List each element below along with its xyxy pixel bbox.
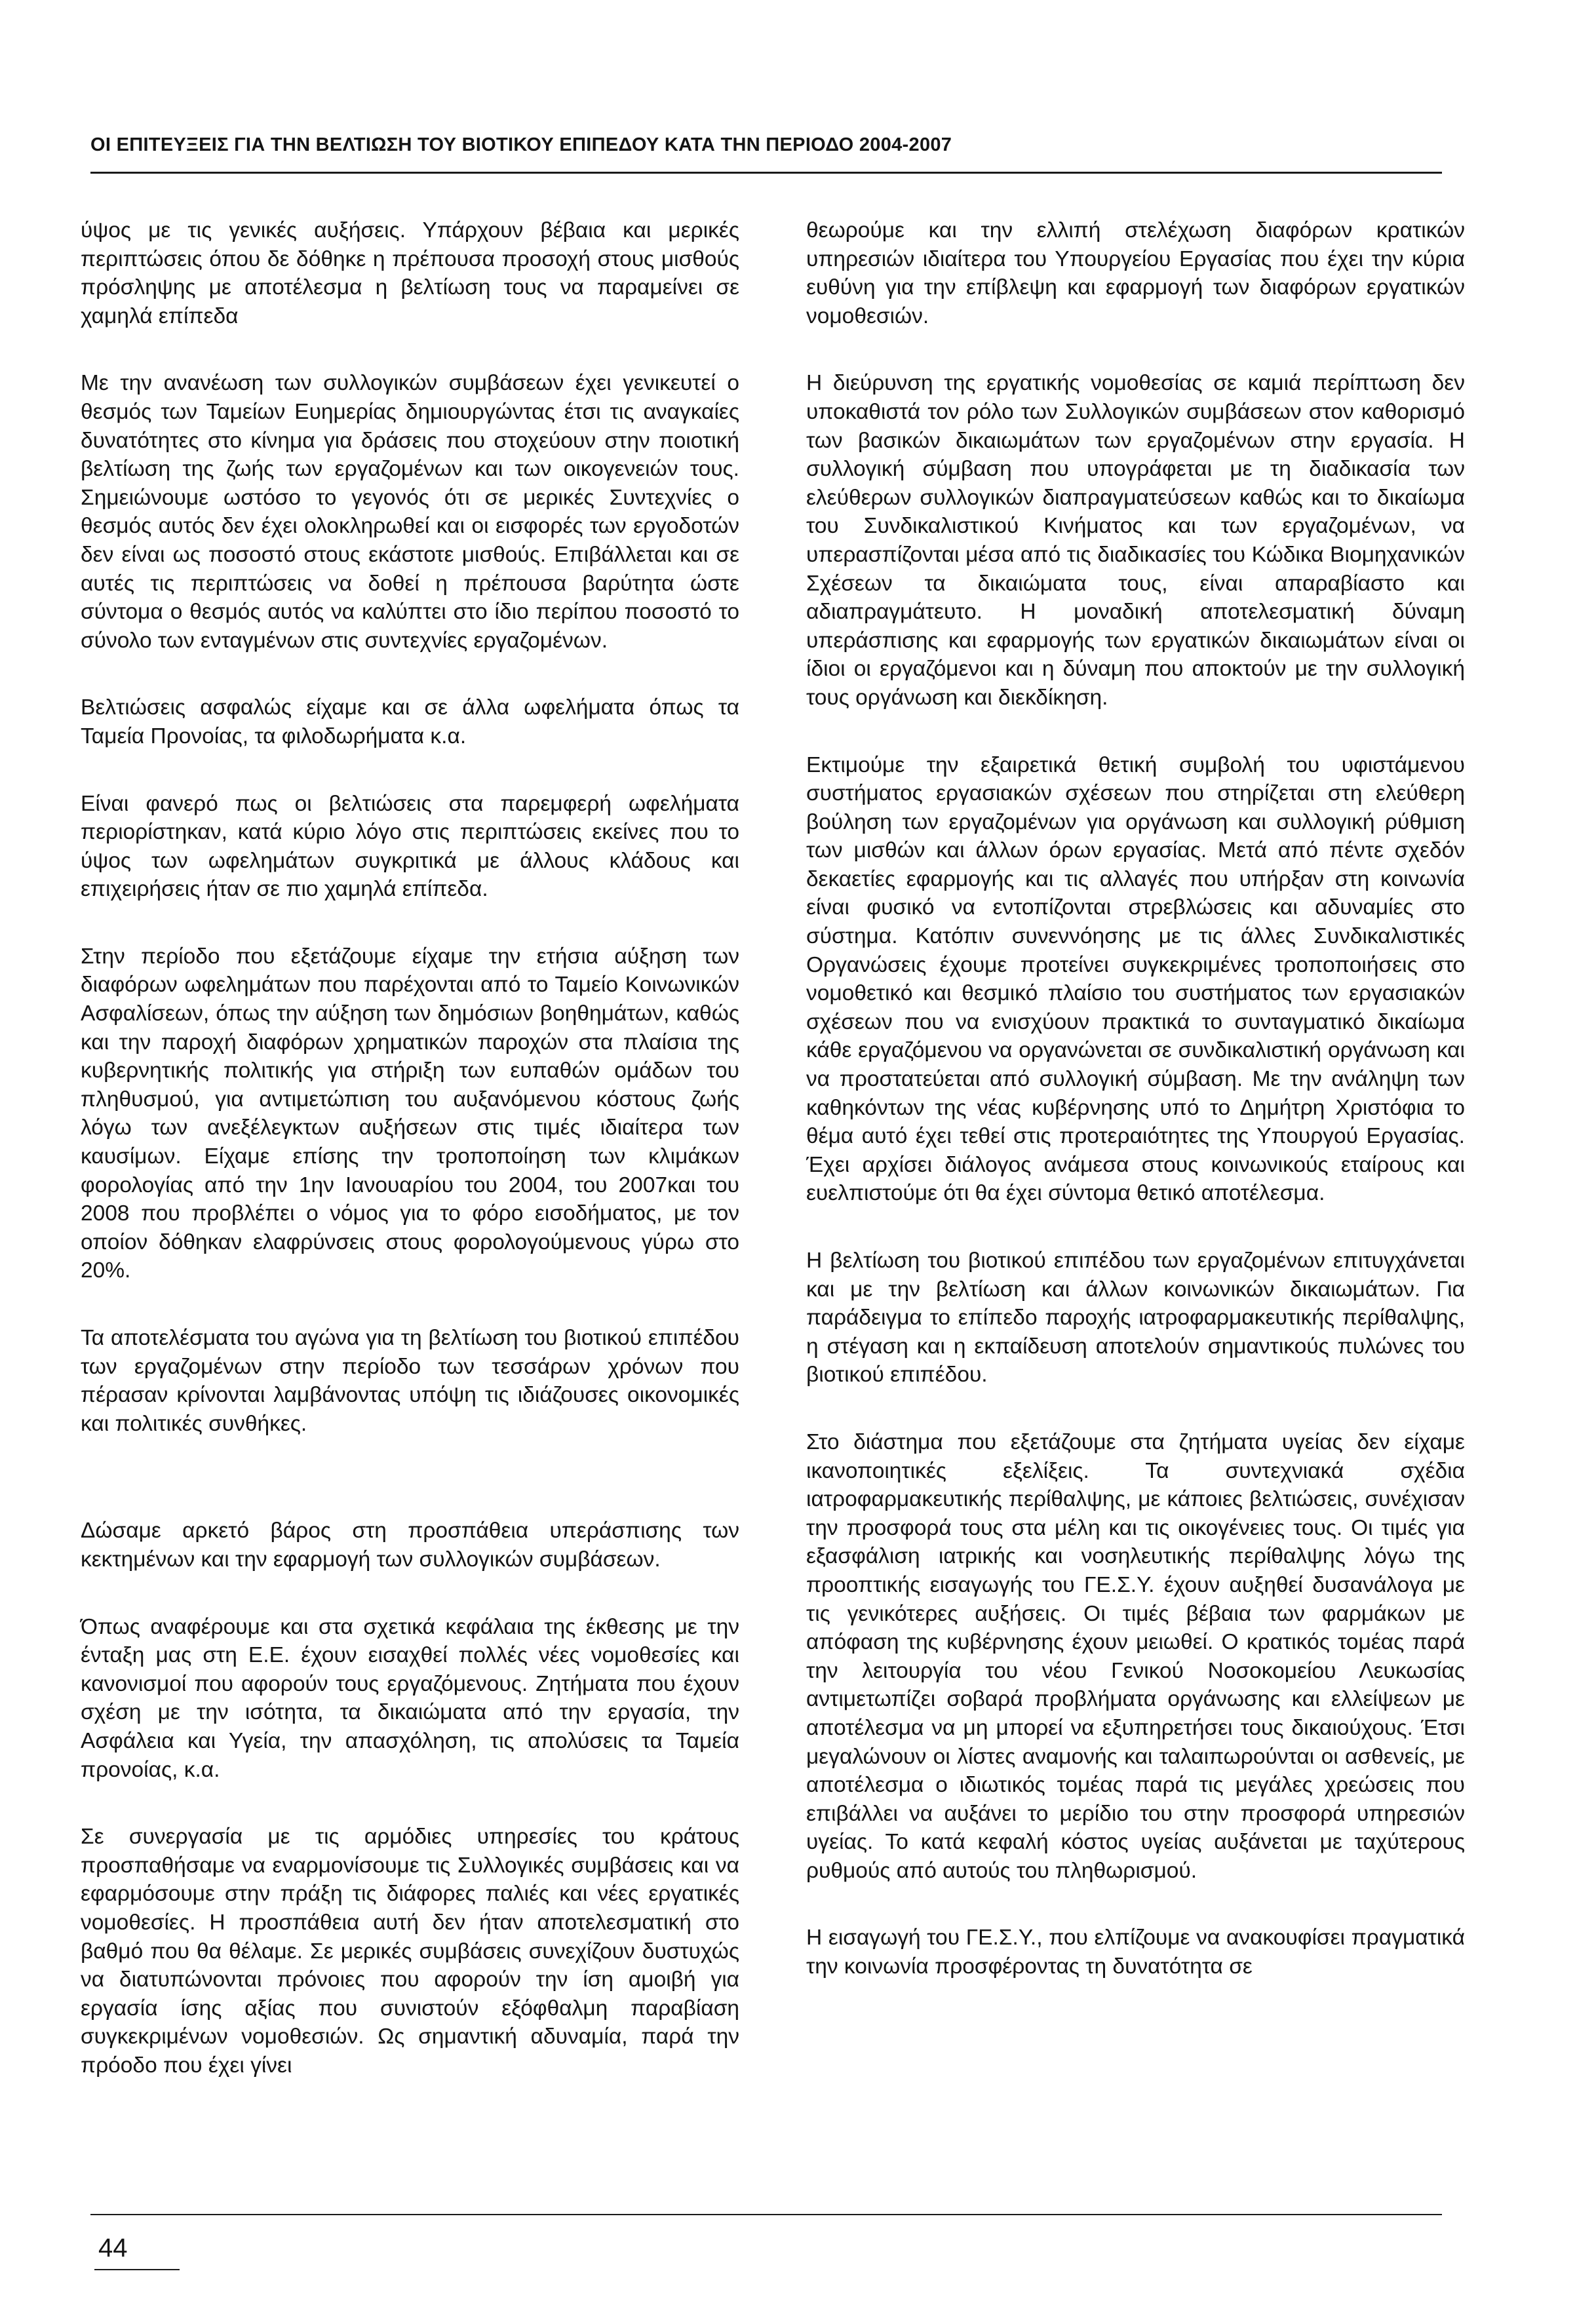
paragraph: ύψος με τις γενικές αυξήσεις. Υπάρχουν βέβαια και μερικές περιπτώσεις όπου δε δόθηκε η πρέπουσα προσοχή στους μισθούς πρόσληψης με αποτέλεσμα η βελτίωση τους να παραμείνει σε χαμηλά επίπεδα — [81, 218, 739, 328]
left-column — [81, 216, 739, 2118]
paragraph: Δώσαμε αρκετό βάρος στη προσπάθεια υπεράσπισης των κεκτημένων και την εφαρμογή των συλλογικών συμβάσεων. — [81, 1519, 739, 1572]
page-number-underline — [94, 2269, 180, 2270]
paragraph: Η διεύρυνση της εργατικής νομοθεσίας σε καμιά περίπτωση δεν υποκαθιστά τον ρόλο των Συλλογικών συμβάσεων στον καθορισμό των βασικών δικαιωμάτων των εργαζομένων στην εργασία. Η συλλογική σύμβαση που υπογράφεται με τη διαδικασία των ελεύθερων συλλογικών διαπραγματεύσεων καθώς και το δικαίωμα του Συνδικαλιστικού Κινήματος και των εργαζομένων, να υπερασπίζονται μέσα από τις διαδικασίες του Κώδικα Βιομηχανικών Σχέσεων τα δικαιώματα τους, είναι απαραβίαστο και αδιαπραγμάτευτο. Η μοναδική αποτελεσματική δύναμη υπεράσπισης και εφαρμογής των εργατικών δικαιωμάτων είναι οι ίδιοι οι εργαζόμενοι και η δύναμη που αποκτούν με την συλλογική τους οργάνωση και διεκδίκηση. — [806, 371, 1465, 710]
header-divider — [90, 172, 1442, 174]
paragraph: θεωρούμε και την ελλιπή στελέχωση διαφόρων κρατικών υπηρεσιών ιδιαίτερα του Υπουργείου Εργασίας που έχει την κύρια ευθύνη για την επίβλεψη και εφαρμογή των διαφόρων εργατικών νομοθεσιών. — [806, 218, 1465, 328]
paragraph: Όπως αναφέρουμε και στα σχετικά κεφάλαια της έκθεσης με την ένταξη μας στη Ε.Ε. έχουν εισαχθεί πολλές νέες νομοθεσίες και κανονισμοί που αφορούν τους εργαζόμενους. Ζητήματα που έχουν σχέση με την ισότητα, τα δικαιώματα από την εργασία, την Ασφάλεια και Υγεία, την απασχόληση, τις απολύσεις τα Ταμεία προνοίας, κ.α. — [81, 1614, 739, 1782]
paragraph: Με την ανανέωση των συλλογικών συμβάσεων έχει γενικευτεί ο θεσμός των Ταμείων Ευημερίας δημιουργώντας έτσι τις αναγκαίες δυνατότητες στο κίνημα για δράσεις που στοχεύουν στην ποιοτική βελτίωση της ζωής των εργαζομένων και των οικογενειών τους. Σημειώνουμε ωστόσο το γεγονός ότι σε μερικές Συντεχνίες ο θεσμός αυτός δεν έχει ολοκληρωθεί και οι εισφορές των εργοδοτών δεν είναι ως ποσοστό στους εκάστοτε μισθούς. Επιβάλλεται και σε αυτές τις περιπτώσεις να δοθεί η πρέπουσα βαρύτητα ώστε σύντομα ο θεσμός αυτός να καλύπτει στο ίδιο περίπου ποσοστό το σύνολο των ενταγμένων στις συντεχνίες εργαζομένων. — [81, 371, 739, 653]
paragraph: Η βελτίωση του βιοτικού επιπέδου των εργαζομένων επιτυγχάνεται και με την βελτίωση και άλλων κοινωνικών δικαιωμάτων. Για παράδειγμα το επίπεδο παροχής ιατροφαρμακευτικής περίθαλψης, η στέγαση και η εκπαίδευση αποτελούν σημαντικούς πυλώνες του βιοτικού επιπέδου. — [806, 1249, 1465, 1387]
paragraph: Τα αποτελέσματα του αγώνα για τη βελτίωση του βιοτικού επιπέδου των εργαζομένων στην περίοδο των τεσσάρων χρόνων που πέρασαν κρίνονται λαμβάνοντας υπόψη τις ιδιάζουσες οικονομικές και πολιτικές συνθήκες. — [81, 1326, 739, 1436]
paragraph: Είναι φανερό πως οι βελτιώσεις στα παρεμφερή ωφελήματα περιορίστηκαν, κατά κύριο λόγο στις περιπτώσεις εκείνες που το ύψος των ωφελημάτων συγκριτικά με άλλους κλάδους και επιχειρήσεις ήταν σε πιο χαμηλά επίπεδα. — [81, 791, 739, 902]
paragraph: Η εισαγωγή του ΓΕ.Σ.Υ., που ελπίζουμε να ανακουφίσει πραγματικά την κοινωνία προσφέροντας τη δυνατότητα σε — [806, 1926, 1465, 1979]
paragraph: Στο διάστημα που εξετάζουμε στα ζητήματα υγείας δεν είχαμε ικανοποιητικές εξελίξεις. Τα συντεχνιακά σχέδια ιατροφαρμακευτικής περίθαλψης, με κάποιες βελτιώσεις, συνέχισαν την προσφορά τους στα μέλη και τις οικογένειες τους. Οι τιμές για εξασφάλιση ιατρικής και νοσηλευτικής περίθαλψης λόγω της προοπτικής εισαγωγής του ΓΕ.Σ.Υ. έχουν αυξηθεί δυσανάλογα με τις γενικότερες αυξήσεις. Οι τιμές βέβαια των φαρμάκων με απόφαση της κυβέρνησης έχουν μειωθεί. Ο κρατικός τομέας παρά την λειτουργία του νέου Γενικού Νοσοκομείου Λευκωσίας αντιμετωπίζει σοβαρά προβλήματα οργάνωσης και ελλείψεων με αποτέλεσμα να μη μπορεί να εξυπηρετήσει τους δικαιούχους. Έτσι μεγαλώνουν οι λίστες αναμονής και ταλαιπωρούνται οι ασθενείς, με αποτέλεσμα ο ιδιωτικός τομέας παρά τις μεγάλες χρεώσεις που επιβάλλει να αυξάνει το μερίδιο του στην προσφορά υπηρεσιών υγείας. Το κατά κεφαλή κόστος υγείας αυξάνεται με ταχύτερους ρυθμούς από αυτούς του πληθωρισμού. — [806, 1429, 1465, 1883]
paragraph: Εκτιμούμε την εξαιρετικά θετική συμβολή του υφιστάμενου συστήματος εργασιακών σχέσεων που στηρίζεται στη ελεύθερη βούληση των εργαζομένων για οργάνωση και συλλογική ρύθμιση των μισθών και άλλων όρων εργασίας. Μετά από πέντε σχεδόν δεκαετίες εφαρμογής και τις αλλαγές που υπήρξαν στη κοινωνία είναι φυσικό να εντοπίζονται στρεβλώσεις και αδυναμίες στο σύστημα. Κατόπιν συνεννόησης με τις άλλες Συνδικαλιστικές Οργανώσεις έχουμε προτείνει συγκεκριμένες τροποποιήσεις στο νομοθετικό και θεσμικό πλαίσιο του συστήματος των εργασιακών σχέσεων που να ενισχύουν πρακτικά το συνταγματικό δικαίωμα κάθε εργαζόμενου να οργανώνεται σε συνδικαλιστική οργάνωση και να προστατεύεται από συλλογική σύμβαση. Με την ανάληψη των καθηκόντων της νέας κυβέρνησης υπό το Δημήτρη Χριστόφια το θέμα αυτό έχει τεθεί στις προτεραιότητες της Υπουργού Εργασίας. Έχει αρχίσει διάλογος ανάμεσα στους κοινωνικούς εταίρους και ευελπιστούμε ότι θα έχει σύντομα θετικό αποτέλεσμα. — [806, 752, 1465, 1206]
paragraph: Σε συνεργασία με τις αρμόδιες υπηρεσίες του κράτους προσπαθήσαμε να εναρμονίσουμε τις Συλλογικές συμβάσεις και να εφαρμόσουμε στην πράξη τις διάφορες παλιές και νέες εργατικές νομοθεσίες. Η προσπάθεια αυτή δεν ήταν αποτελεσματική στο βαθμό που θα θέλαμε. Σε μερικές συμβάσεις συνεχίζουν δυστυχώς να διατυπώνονται πρόνοιες που αφορούν την ίση αμοιβή για εργασία ίσης αξίας που συνιστούν εξόφθαλμη παραβίαση συγκεκριμένων νομοθεσιών. Ως σημαντική αδυναμία, παρά την πρόοδο που έχει γίνει — [81, 1825, 739, 2078]
paragraph: Στην περίοδο που εξετάζουμε είχαμε την ετήσια αύξηση των διαφόρων ωφελημάτων που παρέχονται από το Ταμείο Κοινωνικών Ασφαλίσεων, όπως την αύξηση των δημόσιων βοηθημάτων, καθώς και την παροχή διαφόρων χρηματικών παροχών στα πλαίσια της κυβερνητικής πολιτικής για στήριξη των ευπαθών ομάδων του πληθυσμού, για αντιμετώπιση του αυξανόμενου κόστους ζωής λόγω των ανεξέλεγκτων αυξήσεων στις τιμές ιδιαίτερα των καυσίμων. Είχαμε επίσης την τροποποίηση των κλιμάκων φορολογίας από την 1ην Ιανουαρίου του 2004, του 2007και του 2008 που προβλέπει ο νόμος για το φόρο εισοδήματος, με τον οποίον δόθηκαν ελαφρύνσεις στους φορολογούμενους γύρω στο 20%. — [81, 944, 739, 1283]
footer-divider — [90, 2214, 1442, 2215]
right-column — [806, 216, 1465, 2020]
running-header: ΟΙ ΕΠΙΤΕΥΞΕΙΣ ΓΙΑ ΤΗΝ ΒΕΛΤΙΩΣΗ ΤΟΥ ΒΙΟΤΙΚΟΥ ΕΠΙΠΕΔΟΥ ΚΑΤΑ ΤΗΝ ΠΕΡΙΟΔΟ 2004-2007 — [90, 134, 952, 155]
page-number: 44 — [98, 2234, 128, 2262]
paragraph: Βελτιώσεις ασφαλώς είχαμε και σε άλλα ωφελήματα όπως τα Ταμεία Προνοίας, τα φιλοδωρήματα κ.α. — [81, 695, 739, 748]
